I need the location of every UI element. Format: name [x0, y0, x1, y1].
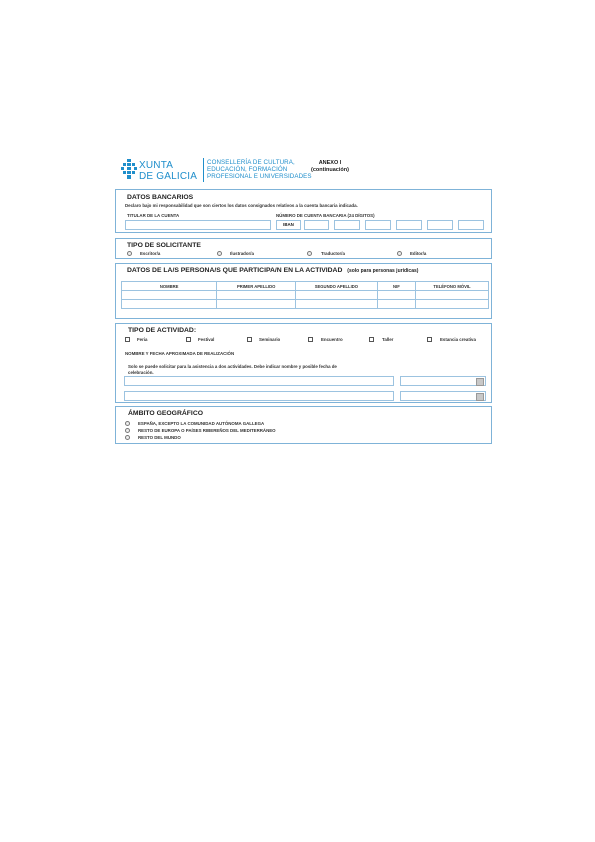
- activity-label-residency: Estancia creativa: [440, 337, 476, 342]
- cell-input[interactable]: [416, 291, 489, 300]
- cell-input[interactable]: [217, 300, 296, 309]
- dept-line-3: PROFESIONAL E UNIVERSIDADES: [207, 173, 312, 180]
- table-row: [122, 291, 489, 300]
- table-row: [122, 300, 489, 309]
- geo-radio-europe[interactable]: [125, 428, 130, 433]
- annex-subtitle: (continuación): [311, 167, 349, 173]
- activity-check-fair[interactable]: [125, 337, 130, 342]
- logo-line-2: DE GALICIA: [139, 171, 198, 182]
- col-header-surname2: SEGUNDO APELLIDO: [296, 282, 378, 291]
- account-label: NÚMERO DE CUENTA BANCARIA (24 DÍGITOS): [276, 213, 375, 218]
- activity-date-input-2[interactable]: [400, 391, 486, 401]
- col-header-surname1: PRIMER APELLIDO: [217, 282, 296, 291]
- activity-name-input-2[interactable]: [124, 391, 394, 401]
- logo-wordmark: [139, 160, 197, 182]
- iban-field-6[interactable]: [458, 220, 484, 230]
- participants-title: [127, 267, 418, 274]
- name-date-label: NOMBRE Y FECHA APROXIMADA DE REALIZACIÓN: [125, 351, 235, 356]
- activity-note-line-1: Solo se puede solicitar para la asistencia a dos actividades. Debe indicar nombre y posible fecha de: [128, 364, 337, 369]
- col-header-name: NOMBRE: [122, 282, 217, 291]
- iban-field-3[interactable]: [365, 220, 391, 230]
- table-header-row: [122, 282, 489, 291]
- iban-field-4[interactable]: [396, 220, 422, 230]
- cell-input[interactable]: [122, 300, 217, 309]
- bank-declaration: Declaro bajo mi responsabilidad que son ciertos los datos consignados relativos a la cuenta bancaria indicada.: [125, 203, 358, 208]
- xunta-logo-icon: [121, 159, 137, 179]
- cell-input[interactable]: [296, 300, 378, 309]
- applicant-label-illustrator: Ilustrador/a: [230, 251, 254, 256]
- calendar-icon[interactable]: [476, 393, 484, 401]
- cell-input[interactable]: [377, 291, 415, 300]
- activity-label-workshop: Taller: [382, 337, 394, 342]
- activity-type-section: [115, 323, 492, 403]
- col-header-nif: NIF: [377, 282, 415, 291]
- activity-check-residency[interactable]: [427, 337, 432, 342]
- activity-date-input-1[interactable]: [400, 376, 486, 386]
- activity-label-festival: Festival: [198, 337, 215, 342]
- applicant-type-section: [115, 238, 492, 259]
- participants-title-text: DATOS DE LA/S PERSONA/S QUE PARTICIPA/N EN LA ACTIVIDAD: [127, 267, 343, 274]
- activity-check-seminar[interactable]: [247, 337, 252, 342]
- applicant-title: TIPO DE SOLICITANTE: [127, 242, 201, 249]
- applicant-label-translator: Traductor/a: [321, 251, 345, 256]
- iban-field-1[interactable]: [304, 220, 329, 230]
- dept-line-2: EDUCACIÓN, FORMACIÓN: [207, 166, 288, 173]
- cell-input[interactable]: [217, 291, 296, 300]
- annex-title: ANEXO I: [318, 160, 342, 166]
- dept-line-1: CONSELLERÍA DE CULTURA,: [207, 159, 295, 166]
- activity-check-festival[interactable]: [186, 337, 191, 342]
- annex-heading: [305, 160, 355, 174]
- geo-label-europe: RESTO DE EUROPA O PAÍSES RIBEREÑOS DEL MEDITERRÁNEO: [138, 428, 276, 433]
- geo-label-spain: ESPAÑA, EXCEPTO LA COMUNIDAD AUTÓNOMA GALLEGA: [138, 421, 265, 426]
- activity-name-input-1[interactable]: [124, 376, 394, 386]
- cell-input[interactable]: [122, 291, 217, 300]
- activity-note-line-2: celebración.: [128, 370, 154, 375]
- activity-label-meeting: Encuentro: [321, 337, 343, 342]
- geo-title: ÁMBITO GEOGRÁFICO: [128, 410, 204, 417]
- activity-check-workshop[interactable]: [369, 337, 374, 342]
- bank-data-section: [115, 189, 492, 233]
- activity-label-seminar: Seminario: [259, 337, 281, 342]
- applicant-radio-editor[interactable]: [397, 251, 402, 256]
- activity-label-fair: Feria: [137, 337, 148, 342]
- geo-label-world: RESTO DEL MUNDO: [138, 435, 181, 440]
- geo-radio-spain[interactable]: [125, 421, 130, 426]
- logo-line-1: XUNTA: [139, 160, 174, 171]
- geo-radio-world[interactable]: [125, 435, 130, 440]
- participants-section: [115, 263, 492, 319]
- applicant-radio-translator[interactable]: [307, 251, 312, 256]
- holder-input[interactable]: [125, 220, 271, 230]
- applicant-label-writer: Escritor/a: [140, 251, 161, 256]
- calendar-icon[interactable]: [476, 378, 484, 386]
- participants-table: [121, 281, 489, 309]
- cell-input[interactable]: [296, 291, 378, 300]
- holder-label: TITULAR DE LA CUENTA: [127, 213, 180, 218]
- department-name: [207, 159, 312, 180]
- applicant-label-editor: Editor/a: [410, 251, 427, 256]
- activity-check-meeting[interactable]: [308, 337, 313, 342]
- iban-field-5[interactable]: [427, 220, 453, 230]
- cell-input[interactable]: [377, 300, 415, 309]
- iban-field-2[interactable]: [334, 220, 360, 230]
- col-header-phone: TELÉFONO MÓVIL: [416, 282, 489, 291]
- participants-title-note: (solo para personas jurídicas): [347, 268, 419, 274]
- geographic-scope-section: [115, 406, 492, 444]
- applicant-radio-illustrator[interactable]: [217, 251, 222, 256]
- iban-label: IBAN: [276, 220, 301, 230]
- bank-title: DATOS BANCARIOS: [127, 194, 194, 201]
- cell-input[interactable]: [416, 300, 489, 309]
- activity-title: TIPO DE ACTIVIDAD:: [128, 327, 197, 334]
- logo-divider: [203, 158, 204, 182]
- applicant-radio-writer[interactable]: [127, 251, 132, 256]
